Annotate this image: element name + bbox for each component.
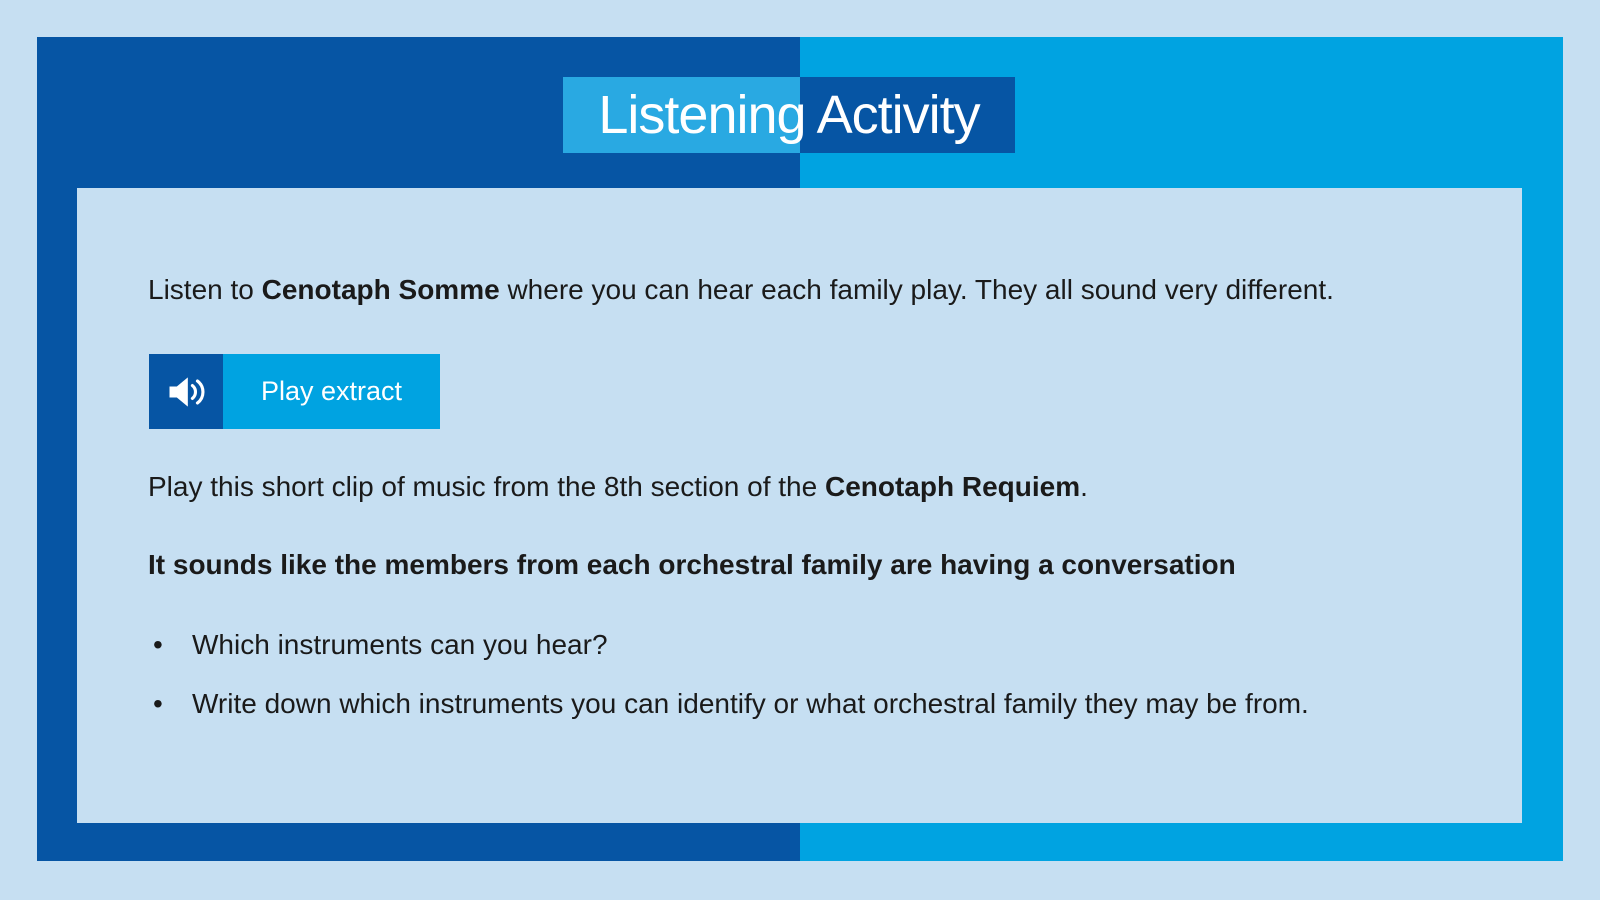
bullet-text: Which instruments can you hear? [192, 629, 608, 660]
slide-title: Listening Activity [598, 85, 980, 145]
clip-text [148, 470, 1088, 504]
emphasis-text: It sounds like the members from each orchestral family are having a conversation [148, 549, 1236, 580]
intro-text-pre: Listen to [148, 274, 262, 305]
clip-text-post: . [1080, 471, 1088, 502]
bullet-dot: • [153, 629, 163, 660]
slide-canvas [37, 37, 1563, 861]
play-button-label: Play extract [223, 354, 440, 429]
bullet-item [148, 687, 1309, 721]
bullet-text: Write down which instruments you can identify or what orchestral family they may be from. [192, 688, 1309, 719]
play-extract-button[interactable] [149, 354, 440, 429]
clip-text-bold: Cenotaph Requiem [824, 471, 1081, 502]
speaker-icon [149, 354, 223, 429]
title-banner [563, 77, 1015, 153]
bullet-dot: • [153, 688, 163, 719]
clip-text-pre: Play this short clip of music from the 8th section of the [148, 471, 825, 502]
bullet-item [148, 628, 608, 662]
intro-text [148, 273, 1334, 307]
intro-text-post: where you can hear each family play. They all sound very different. [499, 274, 1334, 305]
intro-text-bold: Cenotaph Somme [261, 274, 500, 305]
content-panel [77, 188, 1522, 823]
